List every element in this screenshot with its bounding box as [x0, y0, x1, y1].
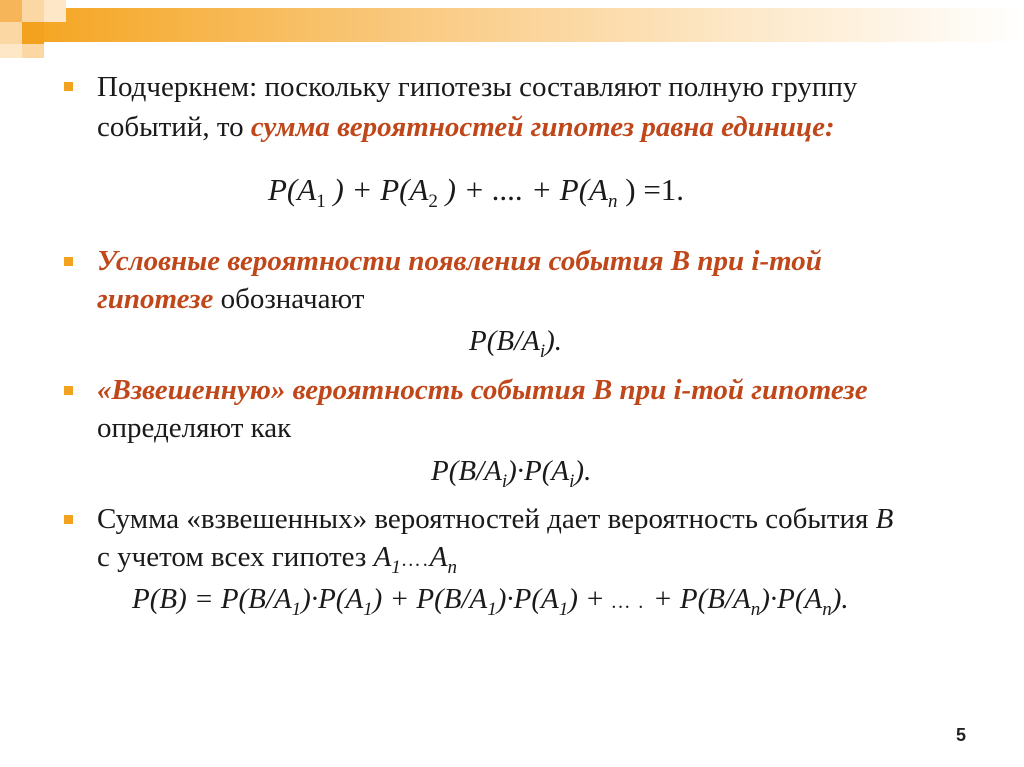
- bullet-4-text: Сумма «взвешенных» вероятностей дает вероятность события: [97, 503, 876, 535]
- formula-part: ).: [831, 583, 849, 615]
- formula-part: )·P(A: [507, 455, 570, 487]
- formula-sub: 1: [487, 599, 497, 620]
- formula-sub: n: [750, 599, 761, 620]
- deco-square: [0, 44, 22, 58]
- deco-square: [0, 22, 22, 44]
- bullet-marker: [64, 386, 73, 395]
- formula-part: P(B) = P(B/A: [132, 583, 292, 615]
- formula-part: ) +: [568, 583, 612, 615]
- formula-part: )·P(A: [760, 583, 823, 615]
- bullet-marker: [64, 515, 73, 524]
- formula-sub: n: [447, 557, 457, 578]
- bullet-2-emphasis-2: гипотезе: [97, 283, 214, 315]
- formula-sub: 1: [391, 557, 401, 578]
- bullet-2-line-1: [97, 244, 822, 278]
- formula-sub: n: [822, 599, 832, 620]
- bullet-3-emphasis: «Взвешенную» вероятность события В при i-той гипотезе: [97, 374, 868, 406]
- formula-sub: 1: [558, 599, 569, 620]
- formula-part: A: [373, 541, 392, 573]
- formula-part: ) + .... + P(A: [437, 172, 608, 207]
- bullet-1-text: Подчеркнем: поскольку гипотезы составляют полную группу: [97, 71, 858, 103]
- bullet-4-line-1: [97, 502, 893, 536]
- bullet-marker: [64, 257, 73, 266]
- formula-sub: i: [569, 471, 575, 492]
- formula-part: P(B/A: [469, 325, 540, 357]
- formula-part: ) =1.: [617, 172, 685, 207]
- bullet-3-line-1: [97, 373, 868, 407]
- formula-part: A: [429, 541, 448, 573]
- bullet-1-emphasis: сумма вероятностей гипотез равна единице:: [250, 111, 835, 143]
- bullet-1-line-2: [97, 110, 835, 144]
- header-band: [40, 8, 1024, 42]
- bullet-3-text: определяют как: [97, 412, 292, 444]
- formula-sub: i: [539, 341, 546, 362]
- formula-part: P(B/A: [431, 455, 502, 487]
- formula-sub: i: [501, 471, 508, 492]
- deco-square: [22, 22, 44, 44]
- formula-sub: 1: [316, 191, 326, 212]
- formula-part: ) + P(A: [325, 172, 429, 207]
- bullet-marker: [64, 82, 73, 91]
- bullet-4-text-2: с учетом всех гипотез: [97, 541, 374, 573]
- page-number: 5: [955, 725, 966, 745]
- formula-conditional: [469, 325, 562, 363]
- formula-part: )·P(A: [301, 583, 364, 615]
- bullet-2-text: обозначают: [213, 283, 365, 315]
- bullet-3-line-2: [97, 411, 291, 445]
- bullet-4-line-2: [97, 540, 457, 585]
- deco-square: [0, 0, 22, 22]
- formula-sub: 2: [428, 191, 438, 212]
- deco-square: [22, 44, 44, 58]
- formula-part: ) + P(B/A: [372, 583, 488, 615]
- formula-ellipsis: … .: [612, 591, 646, 613]
- formula-sub: 1: [291, 599, 302, 620]
- formula-sub: 1: [363, 599, 373, 620]
- bullet-2-line-2: [97, 282, 364, 316]
- formula-sum-hypotheses: [268, 172, 684, 213]
- formula-sub: n: [608, 191, 618, 212]
- formula-part: )·P(A: [496, 583, 559, 615]
- formula-part: ).: [574, 455, 592, 487]
- deco-square: [44, 0, 66, 22]
- bullet-2-emphasis: Условные вероятности появления события В при i-той: [97, 245, 822, 277]
- formula-part: P(A: [268, 172, 317, 207]
- bullet-1-line-1: [97, 70, 857, 104]
- deco-square: [22, 0, 44, 22]
- formula-ellipsis: ….: [400, 549, 430, 571]
- formula-part: + P(B/A: [645, 583, 751, 615]
- formula-part: ).: [545, 325, 563, 357]
- formula-total-probability: [132, 583, 849, 621]
- bullet-4-variable: В: [875, 503, 894, 535]
- formula-weighted: [431, 455, 591, 493]
- bullet-1-text-2: событий, то: [97, 111, 251, 143]
